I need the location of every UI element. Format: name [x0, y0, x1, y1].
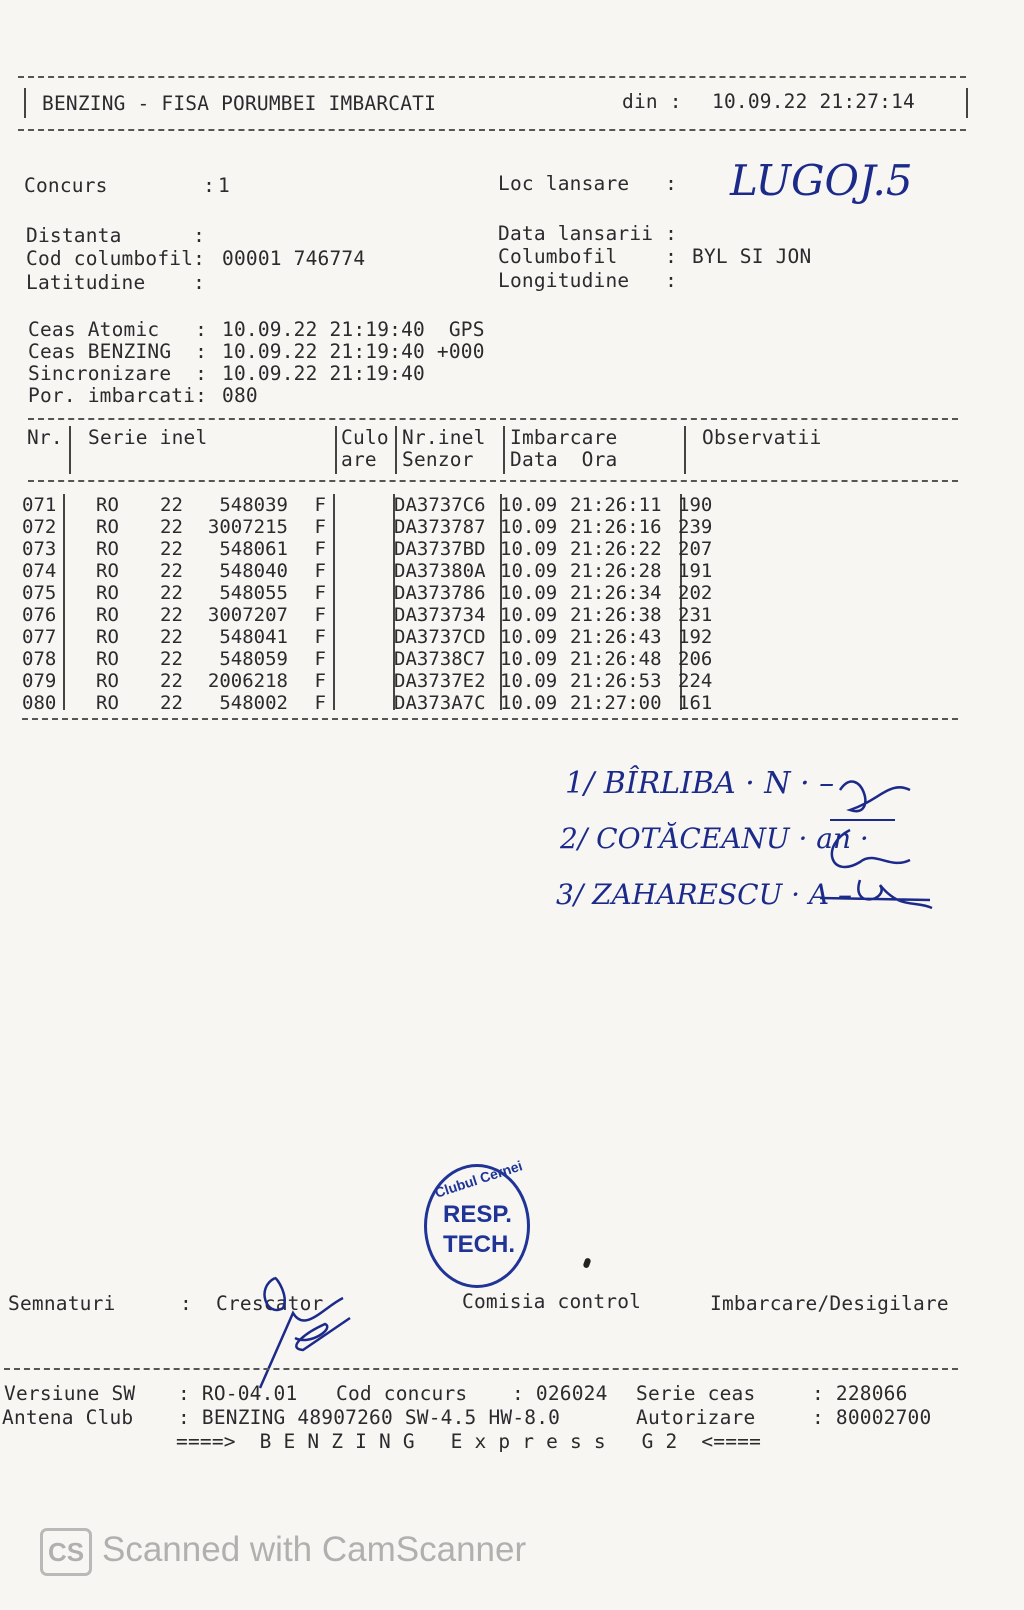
table-bottom-rule — [22, 718, 958, 720]
ink-dot — [582, 1257, 591, 1268]
ceas-benzing-label: Ceas BENZING : — [28, 340, 208, 363]
cell-ora: 21:26:38 — [570, 604, 662, 626]
col-sep-5-head — [684, 426, 686, 474]
cell-data: 10.09 — [500, 494, 558, 516]
col-header-serie-inel: Serie inel — [88, 426, 208, 449]
cell-an: 22 — [160, 538, 183, 560]
serie-ceas-label: Serie ceas — [636, 1382, 756, 1405]
columbofil-value: BYL SI JON — [692, 245, 812, 268]
crescator-label: Crescator — [216, 1292, 324, 1315]
club-stamp — [424, 1157, 530, 1288]
cell-inel: DA373A7C — [394, 692, 486, 714]
din-label: din : — [622, 90, 682, 113]
cell-obs: 190 — [678, 494, 713, 516]
cell-an: 22 — [160, 648, 183, 670]
cell-nr: 077 — [22, 626, 57, 648]
table-row — [22, 692, 738, 714]
table-row — [22, 538, 738, 560]
crescator-signature — [215, 1268, 355, 1393]
cell-ora: 21:26:43 — [570, 626, 662, 648]
camscanner-text: Scanned with CamScanner — [102, 1530, 527, 1569]
cod-columbofil-value: 00001 746774 — [222, 247, 366, 270]
autorizare-value: : 80002700 — [812, 1406, 932, 1429]
col-sep-1-head — [69, 426, 71, 474]
table-row — [22, 560, 738, 582]
cell-tara: RO — [96, 582, 119, 604]
loc-lansare-handwritten: LUGOJ.5 — [730, 156, 913, 205]
cod-columbofil-label: Cod columbofil: — [26, 247, 206, 270]
concurs-value: 1 — [218, 174, 230, 197]
cell-ora: 21:26:48 — [570, 648, 662, 670]
cell-nr: 080 — [22, 692, 57, 714]
cod-concurs-label: Cod concurs — [336, 1382, 468, 1405]
table-header-rule — [28, 480, 958, 482]
cell-serie: 548039 — [219, 494, 288, 516]
cell-sex: F — [314, 516, 326, 538]
antena-label: Antena Club — [2, 1406, 134, 1429]
comisia-label: Comisia control — [462, 1290, 642, 1313]
footer-rule — [4, 1368, 958, 1370]
cell-tara: RO — [96, 604, 119, 626]
cell-inel: DA373787 — [394, 516, 486, 538]
antena-value: : BENZING 48907260 SW-4.5 HW-8.0 — [178, 1406, 561, 1429]
cell-obs: 207 — [678, 538, 713, 560]
table-row — [22, 494, 738, 516]
cell-nr: 075 — [22, 582, 57, 604]
cell-sex: F — [314, 560, 326, 582]
cell-ora: 21:27:00 — [570, 692, 662, 714]
cell-sex: F — [314, 648, 326, 670]
cell-serie: 548055 — [219, 582, 288, 604]
cell-inel: DA3737C6 — [394, 494, 486, 516]
longitudine-label: Longitudine : — [498, 269, 678, 292]
cell-obs: 239 — [678, 516, 713, 538]
col-header-senzor: Senzor — [402, 448, 474, 471]
din-value: 10.09.22 21:27:14 — [712, 90, 915, 113]
cell-data: 10.09 — [500, 670, 558, 692]
stamp-line-2: TECH. — [443, 1231, 515, 1258]
semnaturi-label: Semnaturi — [8, 1292, 116, 1315]
por-imbarcati-label: Por. imbarcati: — [28, 384, 208, 407]
cell-obs: 191 — [678, 560, 713, 582]
versiune-label: Versiune SW — [4, 1382, 136, 1405]
cell-tara: RO — [96, 648, 119, 670]
cell-serie: 548041 — [219, 626, 288, 648]
cell-tara: RO — [96, 538, 119, 560]
semnaturi-colon: : — [180, 1292, 192, 1315]
data-lansarii-label: Data lansarii : — [498, 222, 678, 245]
imbarcare-label: Imbarcare/Desigilare — [710, 1292, 949, 1315]
table-row — [22, 670, 738, 692]
cell-data: 10.09 — [500, 626, 558, 648]
cell-inel: DA373786 — [394, 582, 486, 604]
table-top-rule — [28, 418, 958, 420]
camscanner-logo-icon: CS — [40, 1528, 92, 1576]
cell-ora: 21:26:11 — [570, 494, 662, 516]
cell-data: 10.09 — [500, 560, 558, 582]
col-header-data-ora: Data Ora — [510, 448, 618, 471]
cell-inel: DA37380A — [394, 560, 486, 582]
table-row — [22, 648, 738, 670]
benzing-banner: ====> B E N Z I N G E x p r e s s G 2 <==== — [176, 1430, 762, 1453]
cell-inel: DA3737CD — [394, 626, 486, 648]
cell-tara: RO — [96, 516, 119, 538]
ceas-benzing-value: 10.09.22 21:19:40 +000 — [222, 340, 485, 363]
cell-nr: 078 — [22, 648, 57, 670]
cell-serie: 3007215 — [207, 516, 288, 538]
versiune-value: : RO-04.01 — [178, 1382, 298, 1405]
stamp-arc-text: Clubul Cernei — [432, 1157, 525, 1201]
document-title: BENZING - FISA PORUMBEI IMBARCATI — [42, 92, 437, 115]
header-top-rule — [18, 76, 966, 78]
cell-tara: RO — [96, 560, 119, 582]
handwritten-line-1: 1/ BÎRLIBA · N · – — [565, 766, 835, 801]
cell-nr: 079 — [22, 670, 57, 692]
cell-ora: 21:26:16 — [570, 516, 662, 538]
distanta-label: Distanta : — [26, 224, 206, 247]
col-header-culoare-1: Culo — [341, 426, 389, 449]
cell-sex: F — [314, 604, 326, 626]
cod-concurs-value: : 026024 — [512, 1382, 608, 1405]
cell-serie: 2006218 — [207, 670, 288, 692]
handwritten-signatures — [820, 750, 950, 940]
columbofil-label: Columbofil : — [498, 245, 678, 268]
cell-data: 10.09 — [500, 516, 558, 538]
ceas-atomic-label: Ceas Atomic : — [28, 318, 208, 341]
cell-an: 22 — [160, 494, 183, 516]
header-left-bar — [24, 88, 26, 118]
cell-data: 10.09 — [500, 648, 558, 670]
cell-tara: RO — [96, 626, 119, 648]
cell-sex: F — [314, 626, 326, 648]
cell-obs: 224 — [678, 670, 713, 692]
cell-ora: 21:26:22 — [570, 538, 662, 560]
table-row — [22, 604, 738, 626]
cell-inel: DA3737BD — [394, 538, 486, 560]
col-header-imbarcare: Imbarcare — [510, 426, 618, 449]
header-right-bar — [966, 88, 968, 118]
cell-tara: RO — [96, 670, 119, 692]
col-sep-2-head — [335, 426, 337, 474]
cell-serie: 3007207 — [207, 604, 288, 626]
cell-serie: 548061 — [219, 538, 288, 560]
cell-data: 10.09 — [500, 582, 558, 604]
cell-an: 22 — [160, 692, 183, 714]
sincronizare-value: 10.09.22 21:19:40 — [222, 362, 425, 385]
cell-obs: 202 — [678, 582, 713, 604]
cell-data: 10.09 — [500, 692, 558, 714]
cell-an: 22 — [160, 582, 183, 604]
cell-nr: 071 — [22, 494, 57, 516]
cell-serie: 548059 — [219, 648, 288, 670]
ceas-atomic-value: 10.09.22 21:19:40 GPS — [222, 318, 485, 341]
serie-ceas-value: : 228066 — [812, 1382, 908, 1405]
pigeon-table — [22, 494, 738, 714]
cell-data: 10.09 — [500, 538, 558, 560]
col-sep-4-head — [503, 426, 505, 474]
cell-obs: 231 — [678, 604, 713, 626]
table-row — [22, 582, 738, 604]
col-header-nr-inel: Nr.inel — [402, 426, 486, 449]
cell-nr: 076 — [22, 604, 57, 626]
cell-an: 22 — [160, 560, 183, 582]
autorizare-label: Autorizare — [636, 1406, 756, 1429]
cell-an: 22 — [160, 626, 183, 648]
handwritten-line-2: 2/ COTĂCEANU · an · — [560, 822, 869, 855]
cell-sex: F — [314, 692, 326, 714]
handwritten-line-3: 3/ ZAHARESCU · A – — [556, 878, 853, 911]
col-header-culoare-2: are — [341, 448, 377, 471]
cell-tara: RO — [96, 692, 119, 714]
cell-an: 22 — [160, 604, 183, 626]
table-row — [22, 626, 738, 648]
cell-inel: DA3738C7 — [394, 648, 486, 670]
cell-ora: 21:26:28 — [570, 560, 662, 582]
cell-obs: 192 — [678, 626, 713, 648]
cell-sex: F — [314, 538, 326, 560]
cell-obs: 206 — [678, 648, 713, 670]
cell-obs: 161 — [678, 692, 713, 714]
cell-inel: DA373734 — [394, 604, 486, 626]
cell-serie: 548002 — [219, 692, 288, 714]
cell-nr: 073 — [22, 538, 57, 560]
col-sep-3-head — [395, 426, 397, 474]
stamp-line-1: RESP. — [443, 1201, 512, 1228]
por-imbarcati-value: 080 — [222, 384, 258, 407]
cell-sex: F — [314, 670, 326, 692]
concurs-label: Concurs : — [24, 174, 216, 197]
cell-nr: 074 — [22, 560, 57, 582]
cell-ora: 21:26:34 — [570, 582, 662, 604]
header-bottom-rule — [18, 129, 966, 131]
cell-ora: 21:26:53 — [570, 670, 662, 692]
cell-inel: DA3737E2 — [394, 670, 486, 692]
table-row — [22, 516, 738, 538]
cell-an: 22 — [160, 670, 183, 692]
latitudine-label: Latitudine : — [26, 271, 206, 294]
cell-sex: F — [314, 582, 326, 604]
cell-data: 10.09 — [500, 604, 558, 626]
cell-serie: 548040 — [219, 560, 288, 582]
col-header-observatii: Observatii — [702, 426, 822, 449]
col-header-nr: Nr. — [27, 426, 63, 449]
cell-sex: F — [314, 494, 326, 516]
cell-nr: 072 — [22, 516, 57, 538]
cell-tara: RO — [96, 494, 119, 516]
cell-an: 22 — [160, 516, 183, 538]
loc-lansare-label: Loc lansare : — [498, 172, 678, 195]
sincronizare-label: Sincronizare : — [28, 362, 208, 385]
